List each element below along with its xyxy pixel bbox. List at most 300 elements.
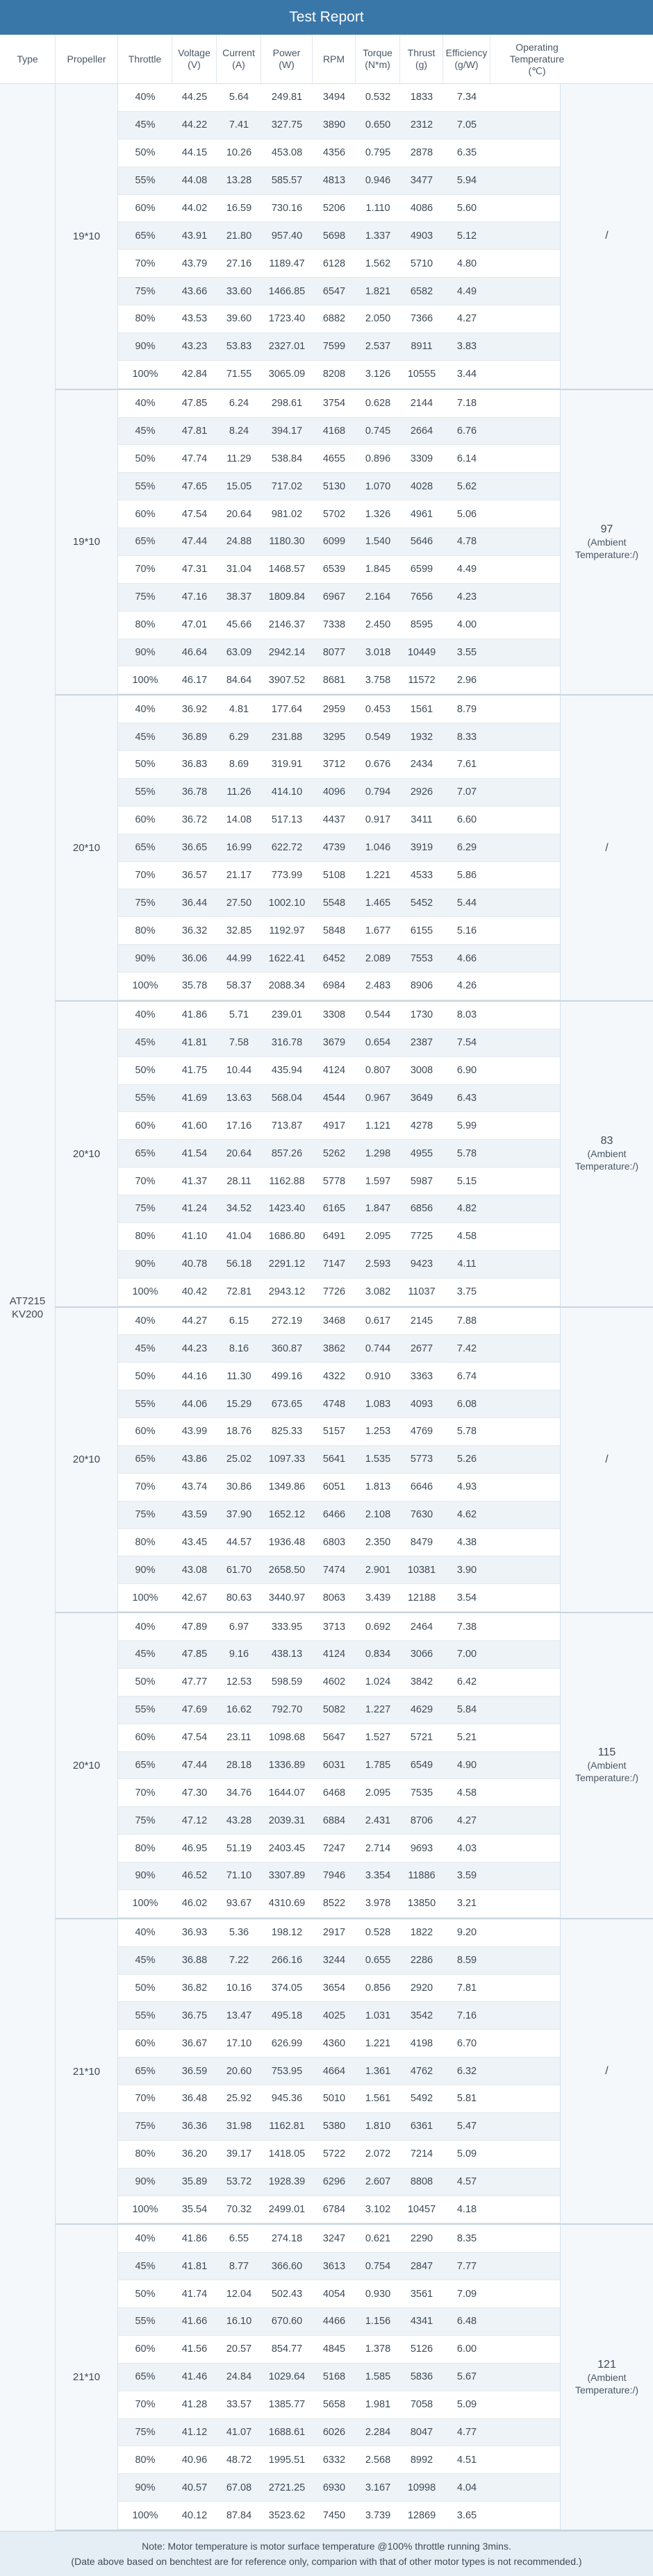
efficiency-cell: 6.48 [456, 2316, 477, 2327]
thrust-cell: 4769 [410, 1426, 433, 1438]
rpm-cell: 4054 [322, 2288, 346, 2300]
efficiency-cell: 4.18 [456, 2203, 477, 2215]
efficiency-cell: 4.80 [456, 258, 477, 269]
current-cell: 20.60 [226, 2065, 252, 2077]
throttle-cell: 50% [135, 1982, 156, 1994]
current-cell: 7.58 [229, 1037, 249, 1049]
power-cell: 825.33 [271, 1426, 303, 1438]
thrust-cell: 2920 [410, 1982, 433, 1994]
efficiency-cell: 7.34 [456, 92, 477, 103]
power-cell: 1809.84 [268, 591, 306, 603]
table-row [118, 1752, 560, 1780]
efficiency-cell: 6.90 [456, 1065, 477, 1077]
torque-cell: 2.537 [365, 341, 391, 353]
power-cell: 414.10 [271, 786, 303, 798]
table-row [118, 2196, 560, 2224]
throttle-cell: 65% [135, 536, 156, 548]
table-row [118, 834, 560, 862]
propeller-group [56, 1002, 653, 1308]
throttle-cell: 40% [135, 92, 156, 103]
torque-cell: 2.095 [365, 1787, 391, 1799]
power-cell: 957.40 [271, 230, 303, 242]
thrust-cell: 11886 [408, 1870, 436, 1882]
voltage-cell: 36.32 [181, 925, 208, 936]
torque-cell: 1.227 [365, 1704, 391, 1716]
torque-cell: 0.744 [365, 1342, 391, 1354]
ambient-temperature-note: (Ambient Temperature:/) [575, 536, 639, 560]
voltage-cell: 47.30 [181, 1787, 208, 1799]
torque-cell: 3.354 [365, 1870, 391, 1882]
thrust-cell: 10555 [407, 369, 436, 380]
thrust-cell: 3411 [411, 814, 433, 826]
torque-cell: 1.031 [365, 2010, 391, 2021]
power-cell: 374.05 [271, 1982, 303, 1994]
table-row [118, 2002, 560, 2030]
torque-cell: 1.535 [365, 1454, 391, 1465]
power-cell: 1466.85 [268, 285, 306, 297]
thrust-cell: 2664 [410, 425, 433, 437]
thrust-cell: 13850 [407, 1898, 436, 1910]
thrust-cell: 4961 [410, 508, 433, 520]
efficiency-cell: 6.32 [456, 2065, 477, 2077]
current-cell: 34.52 [226, 1203, 252, 1215]
table-row [118, 305, 560, 333]
voltage-cell: 47.69 [181, 1704, 208, 1716]
thrust-cell: 4028 [410, 480, 433, 492]
table-row [118, 917, 560, 945]
throttle-cell: 80% [135, 313, 156, 325]
voltage-cell: 41.28 [181, 2399, 208, 2411]
thrust-cell: 2290 [410, 2232, 433, 2244]
rpm-cell: 8522 [322, 1898, 346, 1910]
rpm-cell: 4025 [322, 2010, 346, 2021]
power-cell: 1349.86 [268, 1481, 306, 1493]
rpm-cell: 6128 [322, 258, 346, 269]
power-cell: 1002.10 [268, 897, 306, 909]
throttle-cell: 70% [135, 1787, 156, 1799]
rpm-cell: 6930 [322, 2482, 346, 2493]
throttle-cell: 40% [135, 703, 156, 715]
temperature-value: 115 [597, 1746, 616, 1759]
voltage-cell: 47.16 [181, 591, 208, 603]
power-cell: 670.60 [271, 2316, 303, 2327]
torque-cell: 1.253 [365, 1426, 391, 1438]
motor-type-cell [0, 84, 56, 2531]
torque-cell: 1.378 [365, 2343, 391, 2355]
thrust-cell: 5646 [410, 536, 433, 548]
table-row [118, 696, 560, 723]
voltage-cell: 41.86 [181, 1009, 208, 1021]
efficiency-cell: 6.76 [456, 425, 477, 437]
torque-cell: 2.095 [365, 1231, 391, 1243]
current-cell: 13.47 [226, 2010, 252, 2021]
rpm-cell: 3308 [322, 1009, 346, 1021]
efficiency-cell: 7.81 [456, 1982, 477, 1994]
voltage-cell: 41.75 [181, 1065, 208, 1077]
current-cell: 31.98 [226, 2121, 252, 2132]
thrust-cell: 1833 [410, 92, 433, 103]
throttle-cell: 55% [135, 175, 156, 187]
throttle-cell: 50% [135, 1065, 156, 1077]
throttle-cell: 100% [132, 1286, 158, 1298]
throttle-cell: 60% [135, 202, 156, 214]
table-row [118, 1919, 560, 1947]
throttle-cell: 65% [135, 230, 156, 242]
efficiency-cell: 5.78 [456, 1147, 477, 1159]
voltage-cell: 42.67 [181, 1592, 208, 1603]
power-cell: 3440.97 [268, 1592, 306, 1603]
rpm-cell: 4124 [322, 1649, 346, 1660]
table-row [118, 278, 560, 305]
rpm-cell: 5010 [322, 2093, 346, 2105]
torque-cell: 0.795 [365, 147, 391, 159]
propeller-group [56, 1919, 653, 2225]
rpm-cell: 4322 [322, 1370, 346, 1382]
propeller-group [56, 84, 653, 390]
table-row [118, 2280, 560, 2308]
efficiency-cell: 4.78 [456, 536, 477, 548]
power-cell: 730.16 [271, 202, 303, 214]
efficiency-cell: 5.47 [456, 2121, 477, 2132]
efficiency-cell: 4.62 [456, 1509, 477, 1521]
thrust-cell: 8047 [410, 2426, 433, 2438]
current-cell: 10.44 [226, 1065, 252, 1077]
voltage-cell: 41.56 [181, 2343, 208, 2355]
efficiency-cell: 5.86 [456, 869, 477, 881]
rpm-cell: 7247 [322, 1842, 346, 1854]
efficiency-cell: 6.42 [456, 1676, 477, 1688]
torque-cell: 0.655 [365, 1955, 391, 1967]
throttle-cell: 40% [135, 1009, 156, 1021]
current-cell: 20.64 [226, 1147, 252, 1159]
efficiency-cell: 4.49 [456, 564, 477, 575]
voltage-cell: 40.12 [181, 2509, 208, 2521]
power-cell: 177.64 [271, 703, 303, 715]
page-title: Test Report [289, 9, 364, 25]
voltage-cell: 40.42 [181, 1286, 208, 1298]
thrust-cell: 6549 [410, 1759, 433, 1771]
torque-cell: 1.083 [365, 1398, 391, 1410]
table-row [118, 2030, 560, 2057]
voltage-cell: 47.85 [181, 398, 208, 410]
rpm-cell: 5157 [322, 1426, 346, 1438]
table-row [118, 250, 560, 278]
power-cell: 792.70 [271, 1704, 303, 1716]
throttle-cell: 55% [135, 1704, 156, 1716]
thrust-cell: 2434 [410, 759, 433, 771]
torque-cell: 1.540 [365, 536, 391, 548]
current-cell: 15.29 [226, 1398, 252, 1410]
rpm-cell: 6468 [322, 1787, 346, 1799]
torque-cell: 2.284 [365, 2426, 391, 2438]
temperature-cell [560, 1613, 653, 1918]
throttle-cell: 55% [135, 2010, 156, 2021]
current-cell: 39.60 [226, 313, 252, 325]
table-row [118, 1724, 560, 1752]
throttle-cell: 65% [135, 1454, 156, 1465]
rpm-cell: 6803 [322, 1536, 346, 1548]
thrust-cell: 5452 [410, 897, 433, 909]
voltage-cell: 44.06 [181, 1398, 208, 1410]
power-cell: 198.12 [271, 1927, 303, 1939]
current-cell: 11.30 [226, 1370, 251, 1382]
rpm-cell: 5848 [322, 925, 346, 936]
torque-cell: 1.326 [365, 508, 391, 520]
voltage-cell: 36.75 [181, 2010, 208, 2021]
rpm-cell: 6491 [322, 1231, 346, 1243]
header-propeller: Propeller [56, 35, 118, 83]
thrust-cell: 3842 [410, 1676, 433, 1688]
voltage-cell: 43.53 [181, 313, 208, 325]
voltage-cell: 47.44 [181, 536, 208, 548]
thrust-cell: 8906 [410, 980, 433, 992]
voltage-cell: 43.86 [181, 1454, 208, 1465]
current-cell: 16.99 [226, 842, 252, 854]
thrust-cell: 10449 [407, 646, 436, 658]
voltage-cell: 36.20 [181, 2148, 208, 2160]
torque-cell: 3.978 [365, 1898, 391, 1910]
rpm-cell: 5641 [322, 1454, 346, 1465]
table-row [118, 1446, 560, 1474]
thrust-cell: 7630 [410, 1509, 433, 1521]
efficiency-cell: 6.08 [456, 1398, 477, 1410]
rpm-cell: 3468 [322, 1315, 346, 1327]
voltage-cell: 41.81 [181, 1037, 208, 1049]
rpm-cell: 3244 [322, 1955, 346, 1967]
efficiency-cell: 4.51 [456, 2454, 477, 2466]
throttle-cell: 55% [135, 2316, 156, 2327]
table-row [118, 1140, 560, 1168]
thrust-cell: 2926 [410, 786, 433, 798]
efficiency-cell: 5.26 [456, 1454, 477, 1465]
voltage-cell: 43.74 [181, 1481, 208, 1493]
torque-cell: 2.350 [365, 1536, 391, 1548]
torque-cell: 1.024 [365, 1676, 391, 1688]
throttle-cell: 80% [135, 1842, 156, 1854]
power-cell: 538.84 [271, 453, 303, 464]
table-row [118, 1335, 560, 1363]
table-row [118, 84, 560, 112]
thrust-cell: 12869 [407, 2509, 436, 2521]
thrust-cell: 6582 [410, 285, 433, 297]
current-cell: 17.16 [226, 1120, 252, 1131]
current-cell: 6.15 [229, 1315, 249, 1327]
thrust-cell: 8479 [410, 1536, 433, 1548]
thrust-cell: 2677 [410, 1342, 433, 1354]
throttle-cell: 60% [135, 1120, 156, 1131]
thrust-cell: 7535 [410, 1787, 433, 1799]
throttle-cell: 40% [135, 398, 156, 410]
efficiency-cell: 5.94 [456, 175, 477, 187]
rpm-cell: 5698 [322, 230, 346, 242]
current-cell: 18.76 [226, 1426, 252, 1438]
power-cell: 673.65 [271, 1398, 303, 1410]
thrust-cell: 3649 [410, 1092, 433, 1104]
thrust-cell: 2144 [410, 398, 433, 410]
rpm-cell: 6296 [322, 2176, 346, 2188]
torque-cell: 0.856 [365, 1982, 391, 1994]
current-cell: 53.72 [226, 2176, 252, 2188]
throttle-cell: 100% [132, 2203, 158, 2215]
current-cell: 12.53 [226, 1676, 252, 1688]
table-row [118, 945, 560, 973]
voltage-cell: 43.91 [181, 230, 208, 242]
rpm-cell: 4356 [322, 147, 346, 159]
propeller-group [56, 2225, 653, 2531]
rpm-cell: 8063 [322, 1592, 346, 1603]
header-voltage: Voltage (V) [172, 35, 217, 83]
rpm-cell: 7946 [322, 1870, 346, 1882]
torque-cell: 1.361 [365, 2065, 391, 2077]
rpm-cell: 5380 [322, 2121, 346, 2132]
table-row [118, 418, 560, 446]
throttle-cell: 70% [135, 2399, 156, 2411]
torque-cell: 1.465 [365, 897, 391, 909]
power-cell: 1723.40 [268, 313, 306, 325]
current-cell: 7.41 [229, 119, 249, 131]
table-row [118, 1807, 560, 1835]
throttle-cell: 80% [135, 1231, 156, 1243]
table-row [118, 1779, 560, 1807]
thrust-cell: 5836 [410, 2371, 433, 2383]
table-row [118, 2253, 560, 2280]
voltage-cell: 36.36 [181, 2121, 208, 2132]
power-cell: 1936.48 [268, 1536, 306, 1548]
voltage-cell: 43.45 [181, 1536, 208, 1548]
torque-cell: 3.102 [365, 2203, 391, 2215]
torque-cell: 1.821 [365, 285, 391, 297]
torque-cell: 0.650 [365, 119, 391, 131]
current-cell: 20.64 [226, 508, 252, 520]
group-rows [118, 390, 560, 695]
rpm-cell: 3862 [322, 1342, 346, 1354]
thrust-cell: 2286 [410, 1955, 433, 1967]
throttle-cell: 60% [135, 508, 156, 520]
voltage-cell: 47.65 [181, 480, 208, 492]
power-cell: 272.19 [271, 1315, 303, 1327]
current-cell: 33.60 [226, 285, 252, 297]
torque-cell: 2.450 [365, 619, 391, 631]
thrust-cell: 4955 [410, 1147, 433, 1159]
group-rows [118, 1613, 560, 1918]
torque-cell: 0.544 [365, 1009, 391, 1021]
voltage-cell: 36.89 [181, 731, 208, 743]
power-cell: 3907.52 [268, 674, 306, 686]
current-cell: 7.22 [229, 1955, 249, 1967]
efficiency-cell: 5.21 [456, 1732, 477, 1744]
throttle-cell: 100% [132, 369, 158, 380]
efficiency-cell: 6.70 [456, 2037, 477, 2049]
table-row [118, 1474, 560, 1501]
table-row [118, 390, 560, 418]
thrust-cell: 5987 [410, 1175, 433, 1187]
note-bar [0, 2531, 653, 2576]
torque-cell: 1.585 [365, 2371, 391, 2383]
rpm-cell: 4748 [322, 1398, 346, 1410]
temperature-cell [560, 2225, 653, 2529]
torque-cell: 3.018 [365, 646, 391, 658]
rpm-cell: 6332 [322, 2454, 346, 2466]
throttle-cell: 60% [135, 1426, 156, 1438]
current-cell: 24.84 [226, 2371, 252, 2383]
temperature-value: 121 [597, 2358, 616, 2371]
current-cell: 25.02 [226, 1454, 252, 1465]
efficiency-cell: 5.15 [456, 1175, 477, 1187]
throttle-cell: 55% [135, 1092, 156, 1104]
torque-cell: 3.082 [365, 1286, 391, 1298]
torque-cell: 1.847 [365, 1203, 391, 1215]
efficiency-cell: 5.12 [456, 230, 477, 242]
rpm-cell: 5108 [322, 869, 346, 881]
throttle-cell: 100% [132, 980, 158, 992]
current-cell: 9.16 [229, 1649, 249, 1660]
table-row [118, 1168, 560, 1195]
title-bar [0, 0, 653, 35]
throttle-cell: 60% [135, 2343, 156, 2355]
thrust-cell: 3066 [410, 1649, 433, 1660]
current-cell: 10.16 [226, 1982, 252, 1994]
thrust-cell: 11037 [408, 1286, 436, 1298]
efficiency-cell: 6.00 [456, 2343, 477, 2355]
throttle-cell: 70% [135, 2093, 156, 2105]
power-cell: 1189.47 [269, 258, 305, 269]
voltage-cell: 36.06 [181, 952, 208, 964]
power-cell: 2327.01 [268, 341, 306, 353]
thrust-cell: 6155 [410, 925, 433, 936]
throttle-cell: 45% [135, 1955, 156, 1967]
efficiency-cell: 8.59 [456, 1955, 477, 1967]
table-row [118, 612, 560, 639]
voltage-cell: 36.67 [181, 2037, 208, 2049]
rpm-cell: 7147 [322, 1258, 346, 1270]
efficiency-cell: 7.07 [456, 786, 477, 798]
torque-cell: 0.617 [365, 1315, 391, 1327]
thrust-cell: 4533 [410, 869, 433, 881]
table-row [118, 1112, 560, 1140]
thrust-cell: 3363 [410, 1370, 433, 1382]
voltage-cell: 41.86 [181, 2232, 208, 2244]
thrust-cell: 7058 [410, 2399, 433, 2411]
table-row [118, 333, 560, 361]
torque-cell: 1.810 [365, 2121, 391, 2132]
voltage-cell: 47.12 [181, 1815, 208, 1826]
thrust-cell: 6361 [410, 2121, 433, 2132]
efficiency-cell: 5.06 [456, 508, 477, 520]
propeller-group [56, 1308, 653, 1614]
table-row [118, 2113, 560, 2141]
torque-cell: 0.453 [365, 703, 391, 715]
efficiency-cell: 3.83 [456, 341, 477, 353]
efficiency-cell: 5.60 [456, 202, 477, 214]
rpm-cell: 5722 [322, 2148, 346, 2160]
throttle-cell: 80% [135, 2148, 156, 2160]
power-cell: 502.43 [271, 2288, 303, 2300]
torque-cell: 2.568 [365, 2454, 391, 2466]
throttle-cell: 80% [135, 1536, 156, 1548]
throttle-cell: 70% [135, 1175, 156, 1187]
current-cell: 63.09 [226, 646, 252, 658]
voltage-cell: 41.69 [181, 1092, 208, 1104]
voltage-cell: 47.44 [181, 1759, 208, 1771]
current-cell: 70.32 [226, 2203, 252, 2215]
current-cell: 10.26 [226, 147, 252, 159]
throttle-cell: 55% [135, 786, 156, 798]
current-cell: 25.92 [226, 2093, 252, 2105]
efficiency-cell: 3.54 [456, 1592, 477, 1603]
temperature-value: / [605, 230, 609, 242]
power-cell: 981.02 [271, 508, 303, 520]
efficiency-cell: 8.79 [456, 703, 477, 715]
